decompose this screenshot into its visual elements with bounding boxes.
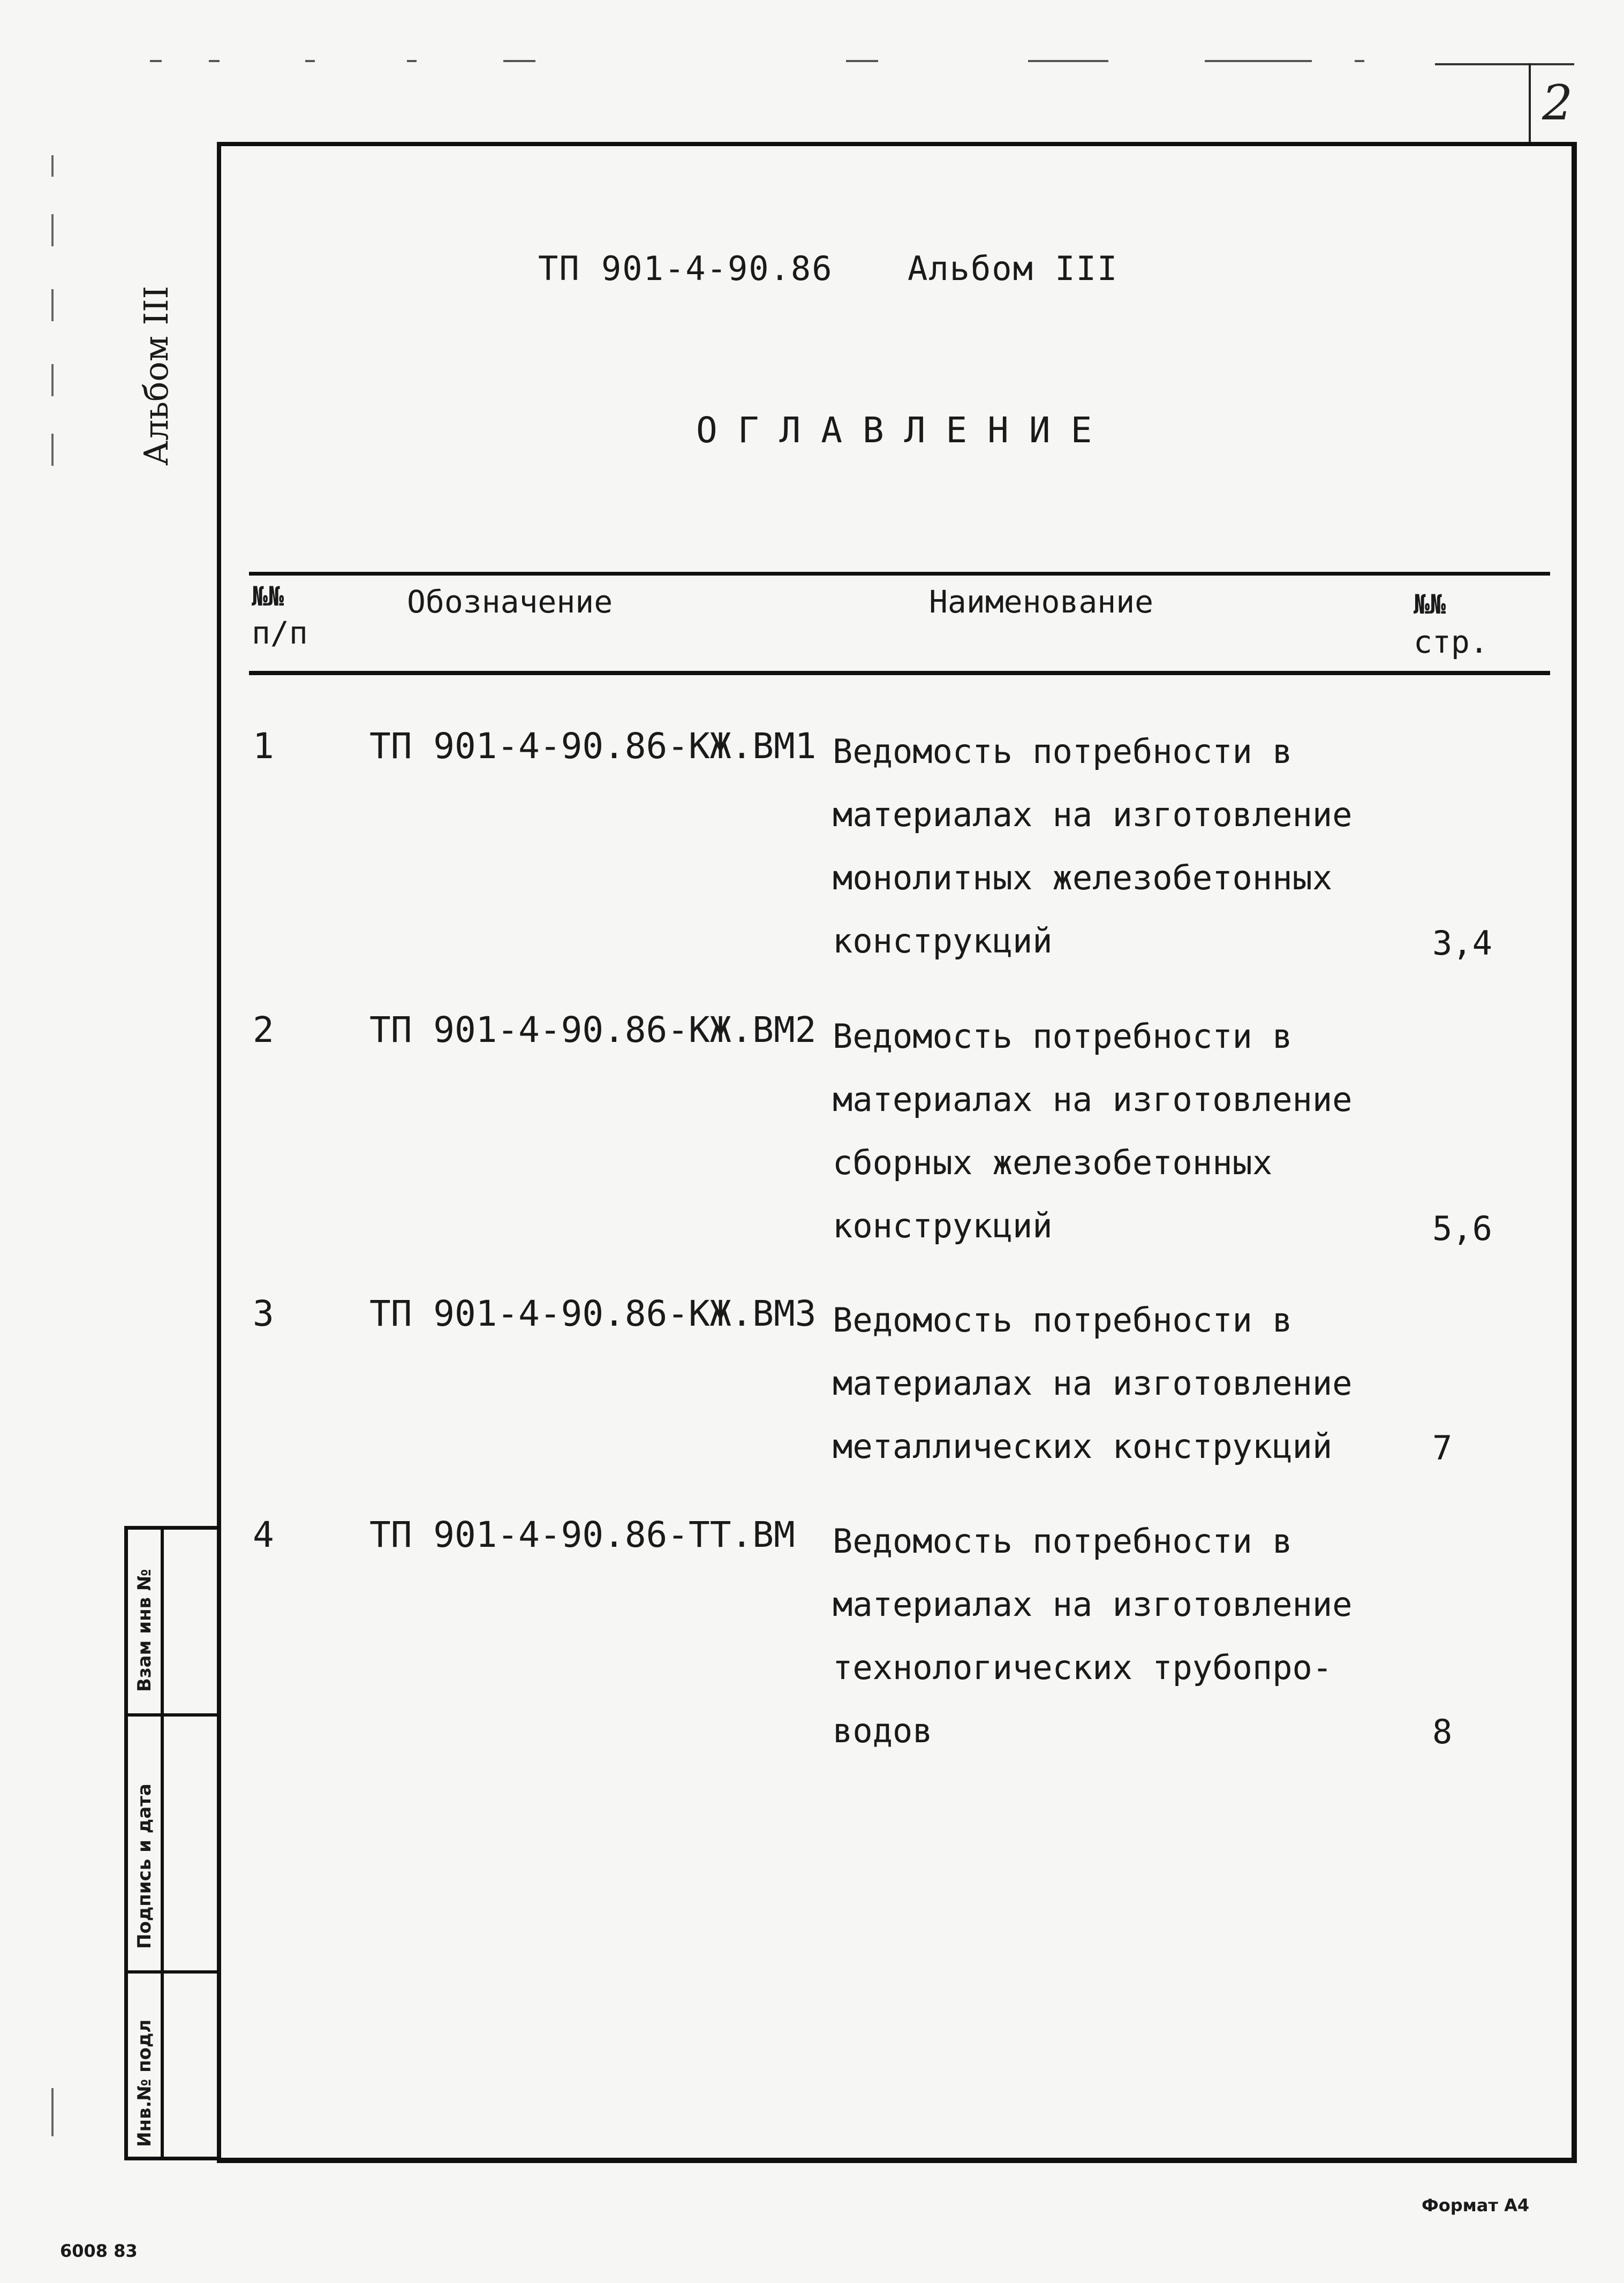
scan-dash bbox=[1355, 60, 1364, 62]
row-name bbox=[833, 1005, 1353, 1258]
binding-mark bbox=[51, 434, 54, 466]
row-number: 4 bbox=[253, 1514, 274, 1555]
col-designation-heading: Обозначение bbox=[407, 584, 613, 620]
page-title: ОГЛАВЛЕНИЕ bbox=[696, 410, 1113, 451]
col-num-heading: №№ bbox=[252, 581, 284, 612]
col-page-heading-2: стр. bbox=[1414, 624, 1489, 660]
row-number: 2 bbox=[253, 1009, 274, 1050]
row-designation: ТП 901-4-90.86-КЖ.ВМ3 bbox=[369, 1293, 817, 1334]
col-page-heading: №№ bbox=[1414, 589, 1446, 620]
row-designation: ТП 901-4-90.86-КЖ.ВМ1 bbox=[369, 725, 817, 767]
col-num-heading-2: п/п bbox=[252, 615, 308, 651]
binding-mark bbox=[51, 155, 54, 177]
row-name-line: Ведомость потребности в bbox=[833, 1522, 1293, 1561]
album-label: Альбом III bbox=[908, 249, 1119, 288]
sheet-number: 2 bbox=[1542, 75, 1573, 131]
row-name-line: материалах на изготовление bbox=[833, 1080, 1353, 1119]
row-name bbox=[833, 1510, 1353, 1763]
binding-mark bbox=[51, 364, 54, 396]
scan-dash bbox=[209, 60, 220, 62]
sheet-corner-line bbox=[1435, 63, 1574, 65]
row-name-line: Ведомость потребности в bbox=[833, 1017, 1293, 1056]
row-name bbox=[833, 1289, 1353, 1478]
scan-dash bbox=[503, 60, 535, 62]
scan-dash bbox=[305, 60, 315, 62]
row-name-line: сборных железобетонных bbox=[833, 1143, 1273, 1182]
row-name-line: Ведомость потребности в bbox=[833, 1301, 1293, 1340]
form-code: 6008 83 bbox=[60, 2241, 138, 2261]
stamp-divider bbox=[124, 1713, 221, 1717]
row-name-line: технологических трубопро- bbox=[833, 1648, 1333, 1687]
row-pages: 8 bbox=[1432, 1712, 1453, 1751]
col-name-heading: Наименование bbox=[929, 584, 1154, 620]
stamp-divider bbox=[124, 1970, 221, 1974]
sheet-corner-line bbox=[1529, 63, 1531, 143]
stamp-inv-original: Инв.№ подл bbox=[134, 2019, 155, 2147]
document-code: ТП 901-4-90.86 bbox=[538, 249, 833, 288]
format-label: Формат А4 bbox=[1422, 2195, 1530, 2216]
row-name-line: металлических конструкций bbox=[833, 1427, 1333, 1466]
scan-dash bbox=[1028, 60, 1108, 62]
row-name-line: монолитных железобетонных bbox=[833, 858, 1333, 897]
row-name-line: конструкций bbox=[833, 921, 1053, 961]
row-name-line: Ведомость потребности в bbox=[833, 732, 1293, 771]
row-pages: 7 bbox=[1432, 1428, 1453, 1468]
row-name-line: материалах на изготовление bbox=[833, 1364, 1353, 1403]
binding-mark bbox=[51, 289, 54, 321]
scan-dash bbox=[407, 60, 417, 62]
stamp-signature-date: Подпись и дата bbox=[134, 1783, 155, 1949]
row-name-line: конструкций bbox=[833, 1206, 1053, 1245]
row-name-line: материалах на изготовление bbox=[833, 1585, 1353, 1624]
row-name-line: материалах на изготовление bbox=[833, 795, 1353, 834]
binding-mark bbox=[51, 214, 54, 246]
row-designation: ТП 901-4-90.86-ТТ.ВМ bbox=[369, 1514, 795, 1555]
table-top-rule bbox=[249, 572, 1550, 576]
scan-dash bbox=[1205, 60, 1312, 62]
row-name-line: водов bbox=[833, 1711, 933, 1750]
stamp-divider bbox=[161, 1526, 164, 2160]
row-pages: 5,6 bbox=[1432, 1209, 1492, 1248]
row-name bbox=[833, 720, 1353, 973]
row-designation: ТП 901-4-90.86-КЖ.ВМ2 bbox=[369, 1009, 817, 1050]
binding-mark bbox=[51, 2088, 54, 2136]
row-pages: 3,4 bbox=[1432, 924, 1492, 963]
row-number: 3 bbox=[253, 1293, 274, 1334]
stamp-replaced-inv: Взам инв № bbox=[134, 1569, 155, 1692]
row-number: 1 bbox=[253, 725, 274, 767]
scan-dash bbox=[150, 60, 162, 62]
side-album-label: Альбом III bbox=[137, 285, 176, 466]
table-header-rule bbox=[249, 671, 1550, 675]
scan-dash bbox=[846, 60, 878, 62]
